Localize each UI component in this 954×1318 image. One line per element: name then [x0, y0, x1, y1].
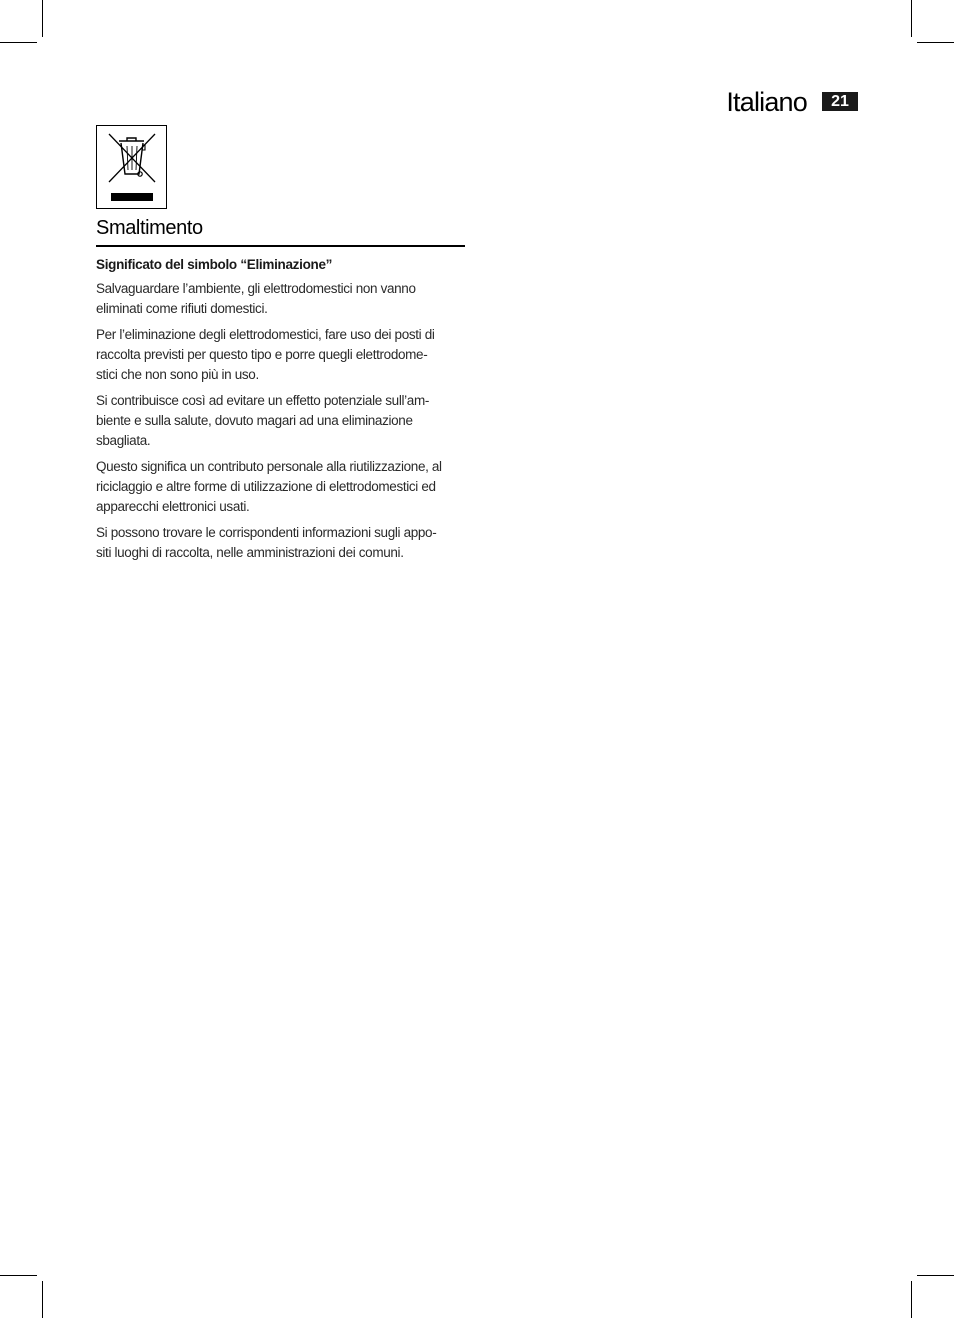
crop-mark	[42, 1281, 43, 1318]
crop-mark	[0, 42, 37, 43]
paragraph	[96, 523, 465, 563]
crop-mark	[42, 0, 43, 37]
crop-mark	[0, 1275, 37, 1276]
paragraph-line: riciclaggio e altre forme di utilizzazione di elettrodomestici ed	[96, 479, 436, 494]
section-content	[96, 255, 465, 569]
paragraph-line: sbagliata.	[96, 433, 151, 448]
page-number: 21	[822, 92, 858, 111]
section-divider	[96, 245, 465, 247]
paragraph-line: Questo significa un contributo personale alla riutilizzazione, al	[96, 459, 442, 474]
paragraph	[96, 457, 465, 517]
crossed-out-wheelie-bin-icon	[97, 126, 165, 207]
section-title: Smaltimento	[96, 217, 203, 239]
crop-mark	[917, 42, 954, 43]
paragraph-line: raccolta previsti per questo tipo e porre quegli elettrodome-	[96, 347, 428, 362]
paragraph-line: biente e sulla salute, dovuto magari ad una eliminazione	[96, 413, 413, 428]
crop-mark	[917, 1275, 954, 1276]
subheading: Significato del simbolo “Eliminazione”	[96, 257, 333, 272]
language-title: Italiano	[726, 87, 807, 117]
crop-mark	[911, 1281, 912, 1318]
paragraph	[96, 279, 465, 319]
paragraph-line: siti luoghi di raccolta, nelle amministrazioni dei comuni.	[96, 545, 404, 560]
weee-symbol-box	[96, 125, 167, 209]
paragraph	[96, 325, 465, 385]
paragraph-line: Per l’eliminazione degli elettrodomestici, fare uso dei posti di	[96, 327, 435, 342]
paragraph-line: apparecchi elettronici usati.	[96, 499, 250, 514]
paragraph-line: stici che non sono più in uso.	[96, 367, 259, 382]
crop-mark	[911, 0, 912, 37]
paragraph-line: Si contribuisce così ad evitare un effetto potenziale sull’am-	[96, 393, 429, 408]
paragraph-line: Salvaguardare l’ambiente, gli elettrodomestici non vanno	[96, 281, 416, 296]
paragraph-line: eliminati come rifiuti domestici.	[96, 301, 268, 316]
paragraph	[96, 391, 465, 451]
paragraph-line: Si possono trovare le corrispondenti informazioni sugli appo-	[96, 525, 437, 540]
